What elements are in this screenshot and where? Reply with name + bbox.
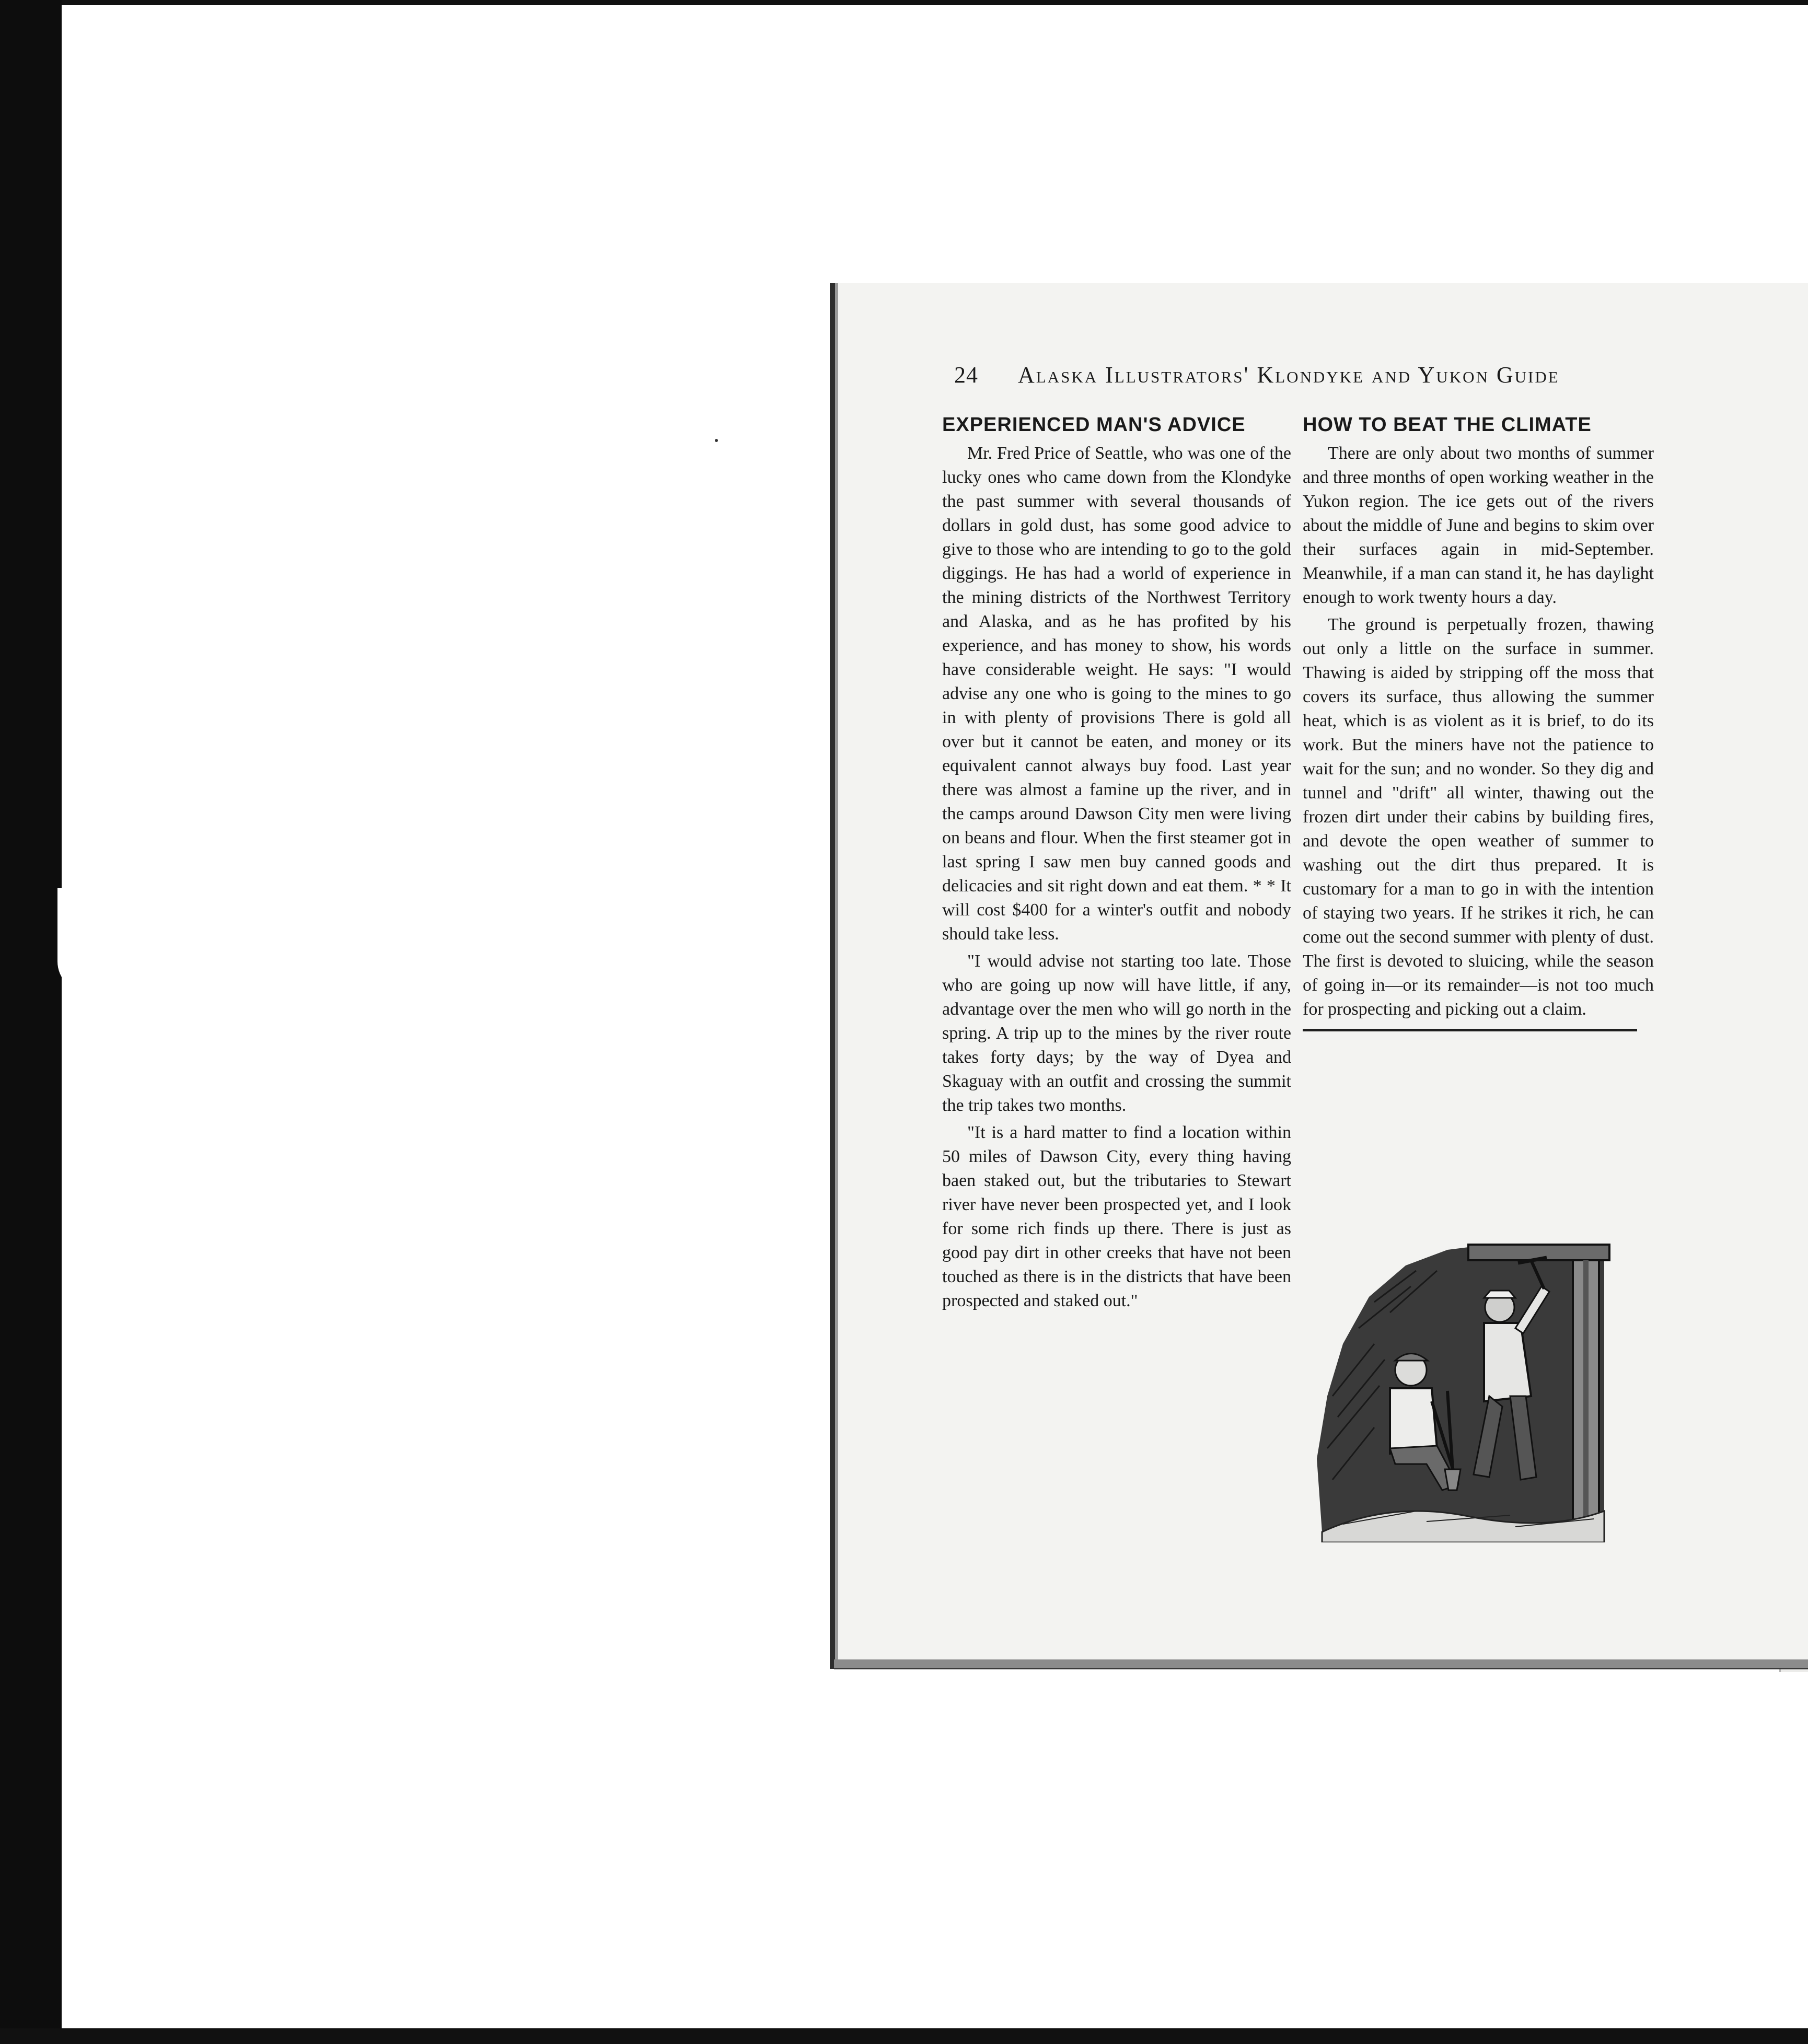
- page-bottom-edge: [834, 1659, 1808, 1669]
- book-page: [830, 283, 1808, 1669]
- page-number: 24: [954, 362, 978, 388]
- running-head: [954, 362, 1660, 388]
- scan-border-left: [0, 0, 62, 2044]
- miners-engraving: [1312, 1239, 1615, 1542]
- paragraph: "I would advise not starting too late. Those who are going up now will have little, if any, advantage over the men who will go north in the spring. A trip up to the mines by the river route takes forty days; by the way of Dyea and Skaguay with an outfit and crossing the summit the trip takes two months.: [942, 951, 1291, 1115]
- paragraph: Mr. Fred Price of Seattle, who was one of the lucky ones who came down from the Klondyke the past summer with several thousands of dollars in gold dust, has some good advice to give to those who are intending to go to the gold diggings. He has had a world of experience in the mining districts of the Northwest Territory and Alaska, and as he has profited by his experience, and has money to show, his words have considerable weight. He says: "I would advise any one who is going to the mines to go in with plenty of provisions There is gold all over but it cannot be eaten, and money or its equivalent cannot always buy food. Last year there was almost a famine up the river, and in the camps around Dawson City men were living on beans and flour. When the first steamer got in last spring I saw men buy canned goods and delicacies and sit right down and eat them. * * It will cost $400 for a winter's outfit and nobody should take less.: [942, 444, 1291, 944]
- right-column: [1303, 414, 1654, 1031]
- section-rule: [1303, 1029, 1637, 1031]
- scan-border-bottom: [0, 2028, 1808, 2044]
- article-heading-advice: EXPERIENCED MAN'S ADVICE: [942, 414, 1246, 436]
- miners-illustration: [1312, 1239, 1615, 1542]
- paragraph: There are only about two months of summer and three months of open working weather in the Yukon region. The ice gets out of the rivers about the middle of June and begins to skim over their surfaces again in mid-September. Meanwhile, if a man can stand it, he has daylight enough to work twenty hours a day.: [1303, 444, 1654, 607]
- scan-speck: [715, 439, 718, 442]
- paragraph: The ground is perpetually frozen, thawing out only a little on the surface in summer. Thawing is aided by stripping off the moss that covers its surface, thus allowing the summer heat, which is as violent as it is brief, to do its work. But the miners have not the patience to wait for the sun; and no wonder. So they dig and tunnel and "drift" all winter, thawing out the frozen dirt under their cabins by building fires, and devote the open weather of summer to washing out the dirt thus prepared. It is customary for a man to go in with the intention of staying two years. If he strikes it rich, he can come out the second summer with plenty of dust. The first is devoted to sluicing, while the season of going in—or its remainder—is not too much for prospecting and picking out a claim.: [1303, 615, 1654, 1019]
- left-column: [942, 414, 1291, 1316]
- scan-border-top: [0, 0, 1808, 5]
- running-title: Alaska Illustrators' Klondyke and Yukon Guide: [1018, 362, 1560, 388]
- scan-border-notch: [57, 888, 89, 993]
- article-heading-climate: HOW TO BEAT THE CLIMATE: [1303, 414, 1592, 436]
- paragraph: "It is a hard matter to find a location within 50 miles of Dawson City, every thing having baen staked out, but the tributaries to Stewart river have never been prospected yet, and I look for some rich finds up there. There is just as good pay dirt in other creeks that have not been touched as there is in the districts that have been prospected and staked out.": [942, 1123, 1291, 1310]
